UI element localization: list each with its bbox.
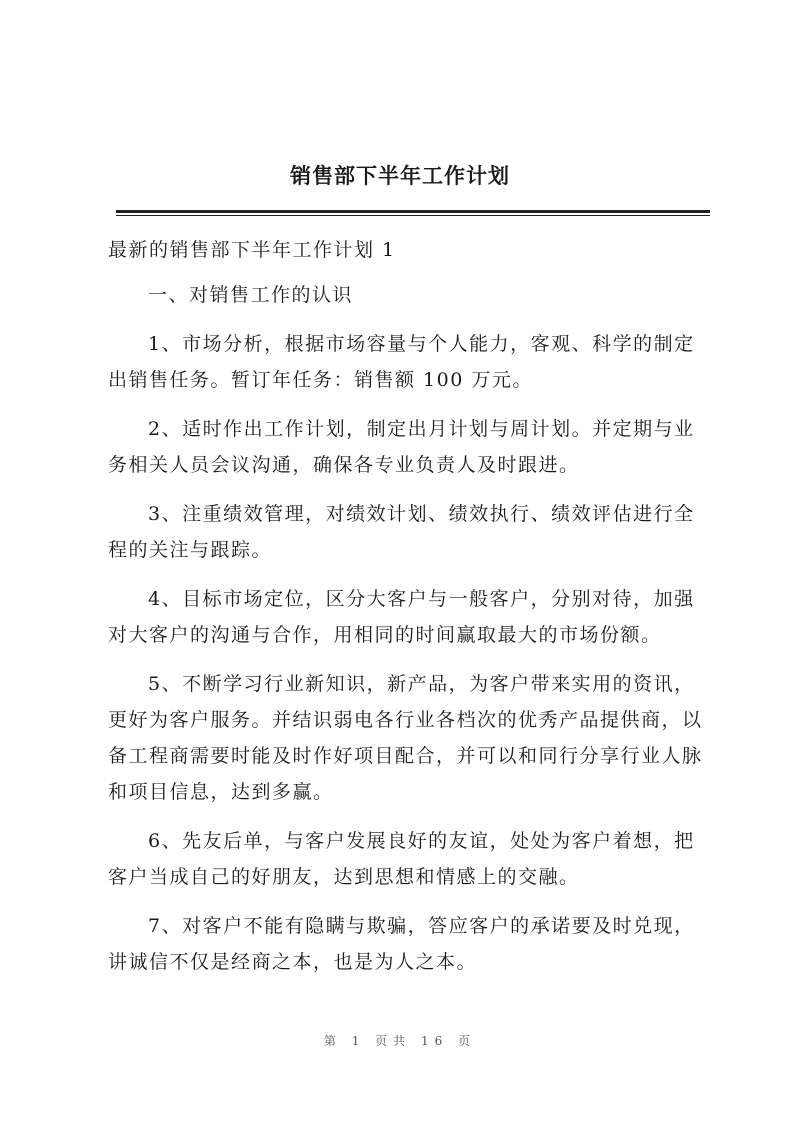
paragraph-2: 2、适时作出工作计划，制定出月计划与周计划。并定期与业务相关人员会议沟通，确保各专业负责人及时跟进。 — [108, 418, 695, 476]
title-divider-thin — [116, 215, 710, 216]
document-body — [108, 232, 708, 993]
document-subtitle: 最新的销售部下半年工作计划 1 — [108, 239, 396, 261]
page-number: 第 1 页共 16 页 — [323, 1034, 477, 1048]
paragraph-1: 1、市场分析，根据市场容量与个人能力，客观、科学的制定出销售任务。暂订年任务：销售额 100 万元。 — [108, 333, 695, 391]
paragraph-3: 3、注重绩效管理，对绩效计划、绩效执行、绩效评估进行全程的关注与跟踪。 — [108, 503, 695, 561]
paragraph-7: 7、对客户不能有隐瞒与欺骗，答应客户的承诺要及时兑现，讲诚信不仅是经商之本，也是为人之本。 — [108, 915, 695, 973]
document-title: 销售部下半年工作计划 — [290, 164, 510, 188]
section-heading: 一、对销售工作的认识 — [148, 284, 354, 306]
paragraph-6: 6、先友后单，与客户发展良好的友谊，处处为客户着想，把客户当成自己的好朋友，达到思想和情感上的交融。 — [108, 830, 695, 888]
paragraph-5: 5、不断学习行业新知识，新产品，为客户带来实用的资讯，更好为客户服务。并结识弱电各行业各档次的优秀产品提供商，以备工程商需要时能及时作好项目配合，并可以和同行分享行业人脉和项目信息，达到多赢。 — [108, 673, 703, 803]
paragraph-4: 4、目标市场定位，区分大客户与一般客户，分别对待，加强对大客户的沟通与合作，用相同的时间赢取最大的市场份额。 — [108, 588, 695, 646]
title-divider-thick — [116, 210, 710, 213]
